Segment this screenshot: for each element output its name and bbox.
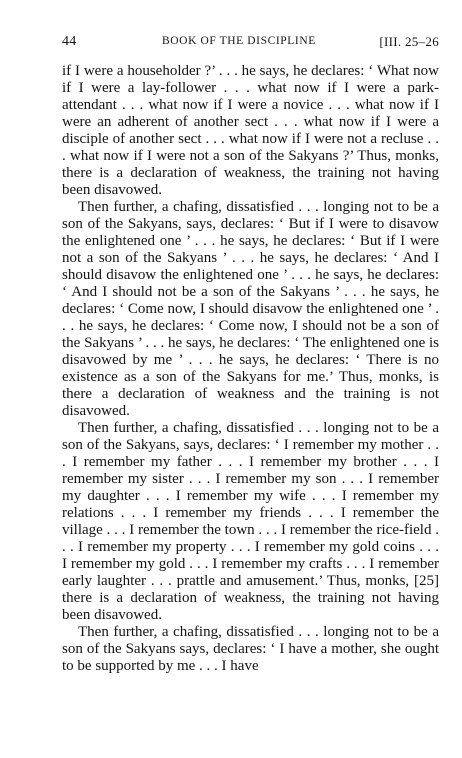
paragraph: Then further, a chafing, dissatisfied . . . longing not to be a son of the Sakyans, says, declares: ‘ But if I were to disavow the enlightened one ’ . . . he says, he declares: ‘ But if I were not a son of the Sakyans ’ . . . he says, he declares: ‘ And I should disavow the enlightened one ’ . . . he says, he declares: ‘ And I should not be a son of the Sakyans ’ . . . he says, he declares: ‘ Come now, I should disavow the enlightened one ’ . . . he says, he declares: ‘ Come now, I should not be a son of the Sakyans ’ . . . he says, he declares: ‘ The enlightened one is disavowed by me ’ . . . he says, he declares: ‘ There is no existence as a son of the Sakyans for me.’ Thus, monks, is there a declaration of weakness and the training is not disavowed. (62, 199, 439, 419)
body-text (62, 63, 439, 675)
paragraph: Then further, a chafing, dissatisfied . . . longing not to be a son of the Sakyans, says, declares: ‘ I remember my mother . . . I remember my father . . . I remember my brother . . . I remember my sister . . . I remember my son . . . I remember my daughter . . . I remember my wife . . . I remember my relations . . . I remember my friends . . . I remember the village . . . I remember the town . . . I remember the rice-field . . . I remember my property . . . I remember my gold coins . . . I remember my gold . . . I remember my crafts . . . I remember early laughter . . . prattle and amusement.’ Thus, monks, [25] there is a declaration of weakness, the training not having been disavowed. (62, 420, 439, 623)
paragraph: Then further, a chafing, dissatisfied . . . longing not to be a son of the Sakyans says, declares: ‘ I have a mother, she ought to be supported by me . . . I have (62, 624, 439, 674)
running-title: BOOK OF THE DISCIPLINE (162, 35, 316, 47)
section-reference: [III. 25–26 (379, 34, 439, 49)
paragraph-continued: if I were a householder ?’ . . . he says, he declares: ‘ What now if I were a lay-follower . . . what now if I were a park-attendant . . . what now if I were a novice . . . what now if I were an adherent of another sect . . . what now if I were a disciple of another sect . . . what now if I were not a recluse . . . what now if I were not a son of the Sakyans ?’ Thus, monks, there is a declaration of weakness, the training not having been disavowed. (62, 63, 439, 198)
page-header (62, 34, 439, 52)
page-number: 44 (62, 34, 77, 49)
